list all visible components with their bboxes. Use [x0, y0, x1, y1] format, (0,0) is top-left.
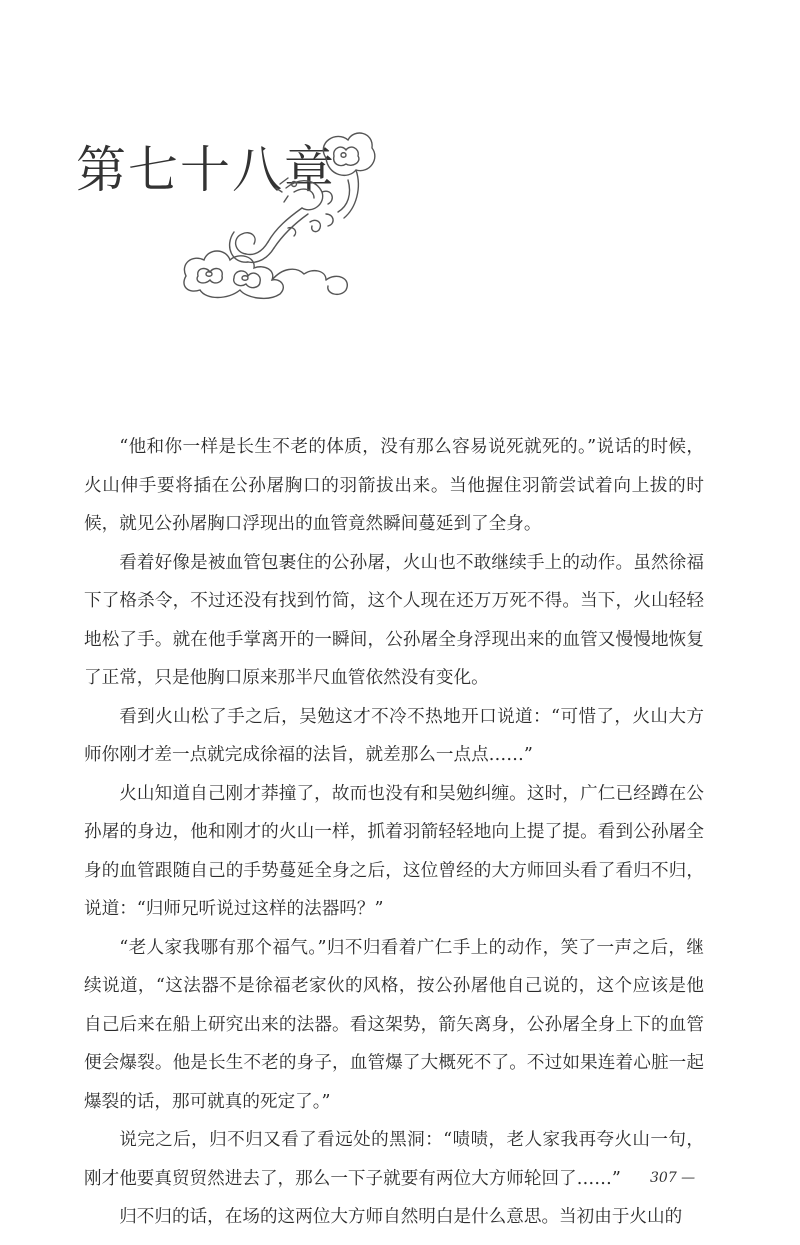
paragraph: “老人家我哪有那个福气。”归不归看着广仁手上的动作，笑了一声之后，继续说道，“这法器不是徐福老家伙的风格，按公孙屠他自己说的，这个应该是他自己后来在船上研究出来的法器。看这架势，箭矢离身，公孙屠全身上下的血管便会爆裂。他是长生不老的身子，血管爆了大概死不了。不过如果连着心脏一起爆裂的话，那可就真的死定了。” [84, 937, 704, 1112]
page-number: 307 — [650, 1170, 696, 1186]
chapter-title: 第七十八章 [76, 141, 336, 199]
paragraph: “他和你一样是长生不老的体质，没有那么容易说死就死的。”说话的时候，火山伸手要将插在公孙屠胸口的羽箭拔出来。当他握住羽箭尝试着向上拔的时候，就见公孙屠胸口浮现出的血管竟然瞬间蔓延到了全身。 [84, 437, 704, 534]
chapter-body [84, 428, 704, 1237]
paragraph: 说完之后，归不归又看了看远处的黑洞：“啧啧，老人家我再夸火山一句，刚才他要真贸贸然进去了，那么一下子就要有两位大方师轮回了……” [84, 1130, 704, 1189]
cloud-dragon-ornament-icon [176, 118, 376, 304]
paragraph: 看到火山松了手之后，吴勉这才不冷不热地开口说道：“可惜了，火山大方师你刚才差一点就完成徐福的法旨，就差那么一点点……” [84, 706, 704, 765]
paragraph: 看着好像是被血管包裹住的公孙屠，火山也不敢继续手上的动作。虽然徐福下了格杀令，不过还没有找到竹简，这个人现在还万万死不得。当下，火山轻轻地松了手。就在他手掌离开的一瞬间，公孙屠全身浮现出来的血管又慢慢地恢复了正常，只是他胸口原来那半尺血管依然没有变化。 [84, 552, 704, 688]
paragraph: 火山知道自己刚才莽撞了，故而也没有和吴勉纠缠。这时，广仁已经蹲在公孙屠的身边，他和刚才的火山一样，抓着羽箭轻轻地向上提了提。看到公孙屠全身的血管跟随自己的手势蔓延全身之后，这位曾经的大方师回头看了看归不归，说道：“归师兄听说过这样的法器吗？” [84, 783, 704, 919]
paragraph: 归不归的话，在场的这两位大方师自然明白是什么意思。当初由于火山的 [119, 1207, 683, 1227]
